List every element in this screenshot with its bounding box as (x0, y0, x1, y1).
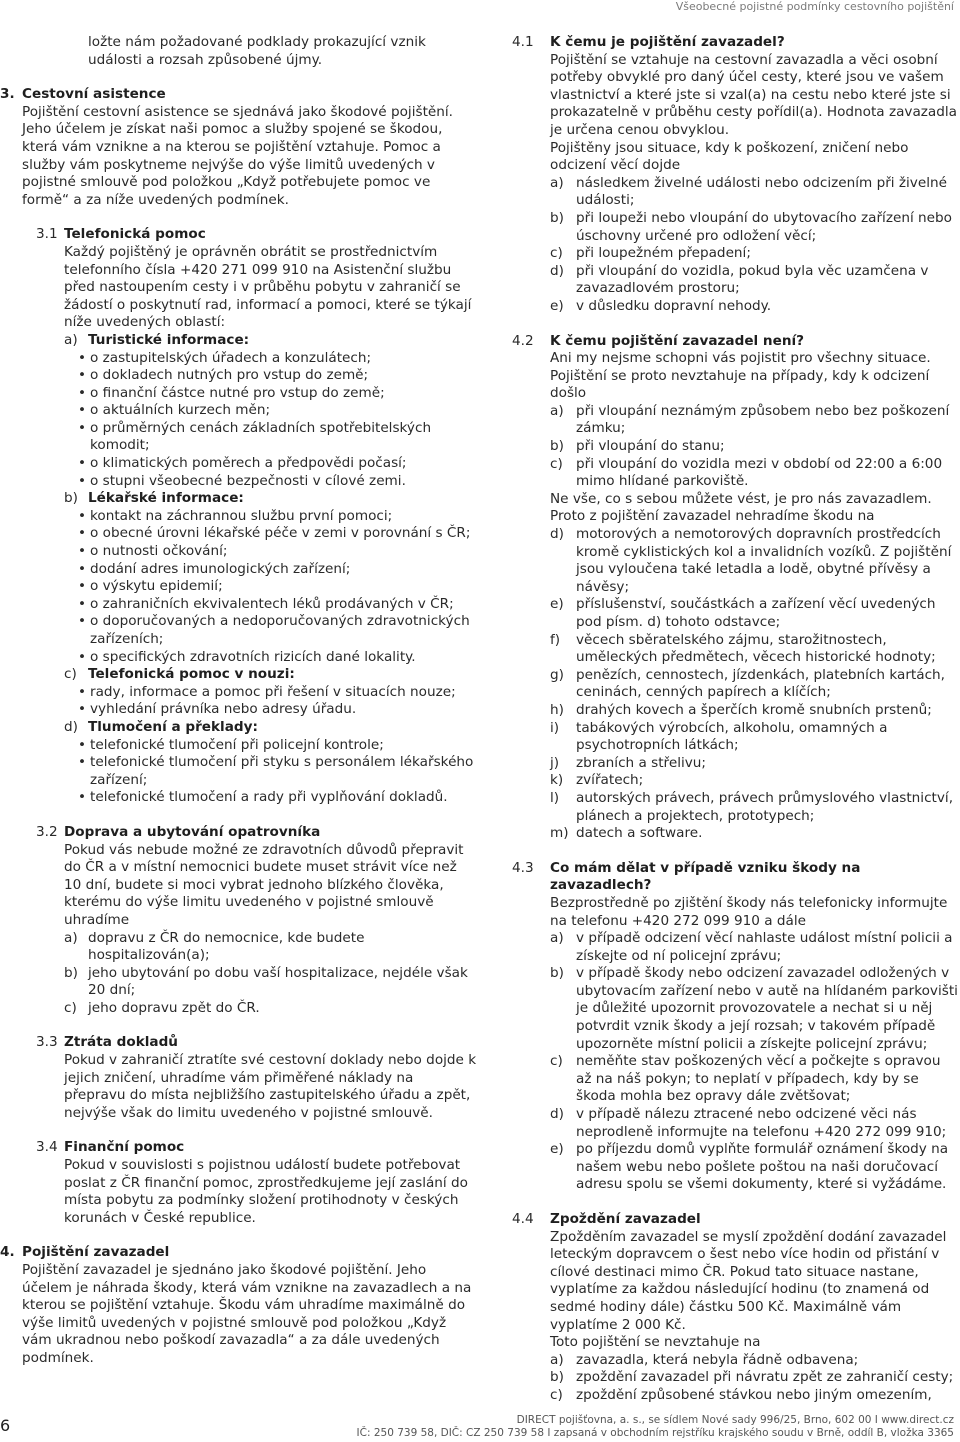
list-item: • kontakt na záchrannou službu první pomoci; (90, 508, 478, 526)
list-item: i) tabákových výrobcích, alkoholu, omamných a psychotropních látkách; (550, 719, 888, 754)
section-4-body: Pojištění zavazadel je sjednáno jako škodové pojištění. Jeho účelem je náhrada škody, která vám vznikne na zavazadlech a na kterou se pojištění vztahuje. Škodu vám uhradíme maximálně do výše limitů uvedených v pojistné smlouvě pod položkou „Když vám ukradnou nebo poškodí zavazadla“ a za dále uvedených podmínek. (22, 1262, 472, 1366)
running-header: Všeobecné pojistné podmínky cestovního pojištění (675, 0, 954, 13)
list-item: m) datech a software. (550, 825, 703, 842)
section-3-1 (0, 226, 478, 807)
footer-address: DIRECT pojišťovna, a. s., se sídlem Nové sady 996/25, Brno, 602 00 I www.direct.cz (516, 1414, 954, 1426)
section-4-2-body: Ani my nejsme schopni vás pojistit pro všechny situace. Pojištění se proto nevztahuje na případy, kdy k odcizení došlo (550, 350, 931, 402)
section-3-heading: 3. Cestovní asistence (0, 86, 166, 103)
list-item: • o nutnosti očkování; (90, 543, 478, 561)
section-4-2 (512, 333, 960, 843)
section-4-1 (512, 34, 960, 316)
list-item: • telefonické tlumočení při styku s personálem lékařského zařízení; (90, 754, 478, 789)
list-item: • o obecné úrovni lékařské péče v zemi v porovnání s ČR; (90, 525, 478, 543)
section-4-3 (512, 860, 960, 1194)
list-item: c) neměňte stav poškozených věcí a počkejte s opravou až na náš pokyn; to neplatí v případech, kdy by se škoda mohla bez opravy dále zvětšovat; (550, 1053, 941, 1105)
section-4-1-heading: 4.1 K čemu je pojištění zavazadel? (512, 34, 785, 50)
tourist-info-list (0, 350, 478, 491)
list-item: e) příslušenství, součástkách a zařízení věcí uvedených pod písm. d) tohoto odstavce; (550, 596, 936, 630)
section-3-2-body: Pokud vás nebude možné ze zdravotních důvodů přepravit do ČR a v místní nemocnici budete muset strávit více než 10 dní, budete si moci vybrat jednoho blízkého člověka, kterému do výše limitu uvedeného v pojistné smlouvě uhradíme (64, 841, 464, 928)
list-item: • telefonické tlumočení při policejní kontrole; (90, 737, 478, 755)
list-item: • vyhledání právníka nebo adresy úřadu. (90, 701, 478, 719)
section-4-4-body-2: Toto pojištění se nevztahuje na (550, 1334, 761, 1351)
list-item: k) zvířatech; (550, 772, 644, 789)
list-item: b) při loupeži nebo vloupání do ubytovacího zařízení nebo úschovny určené pro odložení věcí; (550, 209, 952, 244)
list-item: a) při vloupání neznámým způsobem nebo bez poškození zámku; (550, 402, 950, 437)
list-item: c) jeho dopravu zpět do ČR. (64, 999, 260, 1016)
section-3-3-body: Pokud v zahraničí ztratíte své cestovní doklady nebo dojde k jejich zničení, uhradíme vám přiměřené náklady na přepravu do místa nejbližšího zastupitelského úřadu a zpět, nejvýše však do limitu uvedeného v pojistné smlouvě. (64, 1052, 477, 1121)
list-item: • telefonické tlumočení a rady při vyplňování dokladů. (90, 789, 478, 807)
section-4-3-body: Bezprostředně po zjištění škody nás telefonicky informujte na telefonu +420 272 099 910 a dále (550, 894, 948, 929)
list-item: b) v případě škody nebo odcizení zavazadel odložených v ubytovacím zařízení nebo v autě na hlídaném parkovišti je důležité upozornit provozovatele a nechat si u něj potvrdit vznik škody a její rozsah; v takovém případě upozorněte místní policii a získejte policejní zprávu; (550, 965, 958, 1052)
section-4-3-heading: 4.3 Co mám dělat v případě vzniku škody na zavazadlech? (512, 859, 861, 894)
medical-info-heading: b) Lékařské informace: (64, 490, 244, 507)
list-item: b) jeho ubytování po dobu vaší hospitalizace, nejdéle však 20 dní; (64, 964, 468, 999)
section-3-3 (0, 1034, 478, 1122)
list-item: a) zavazadla, která nebyla řádně odbavena; (550, 1351, 859, 1368)
company-footer (357, 1414, 954, 1440)
section-3-2 (0, 824, 478, 1018)
list-item: • o výskytu epidemií; (90, 578, 478, 596)
section-3-3-heading: 3.3 Ztráta dokladů (36, 1034, 178, 1051)
list-item: • dodání adres imunologických zařízení; (90, 561, 478, 579)
list-item: d) v případě nálezu ztracené nebo odcizené věci nás neprodleně informujte na telefonu +420 272 099 910; (550, 1106, 947, 1140)
list-item: e) po příjezdu domů vyplňte formulář oznámení škody na našem webu nebo pošlete poštou na naši doručovací adresu spolu se všemi dokumenty, které si vyžádáme. (550, 1141, 949, 1193)
list-item: g) penězích, cennostech, jízdenkách, platebních kartách, ceninách, cenných papírech a klíčích; (550, 666, 945, 701)
emergency-help-heading: c) Telefonická pomoc v nouzi: (64, 666, 295, 683)
section-4-4-heading: 4.4 Zpoždění zavazadel (512, 1211, 701, 1227)
section-4-4-body: Zpožděním zavazadel se myslí zpoždění dodání zavazadel leteckým dopravcem o šest nebo více hodin od přistání v cílové destinaci mimo ČR. Pokud tato situace nastane, vyplatíme za každou následující hodinu (to znamená od sedmé hodiny dále) částku 500 Kč. Maximálně vám vyplatíme 2 000 Kč. (550, 1228, 947, 1333)
list-item: • o klimatických poměrech a předpovědi počasí; (90, 455, 478, 473)
section-4-2-heading: 4.2 K čemu pojištění zavazadel není? (512, 332, 805, 349)
translation-list (0, 737, 478, 807)
footer-registration: IČ: 250 739 58, DIČ: CZ 250 739 58 I zapsaná v obchodním rejstříku krajského soudu v Brně, oddíl B, vložka 3365 (356, 1427, 954, 1439)
section-3 (0, 86, 478, 209)
list-item: b) zpoždění zavazadel při návratu zpět ze zahraničí cesty; (550, 1369, 954, 1386)
section-3-4 (0, 1139, 478, 1227)
section-3-body: Pojištění cestovní asistence se sjednává jako škodové pojištění. Jeho účelem je získat naši pomoc a služby spojené se škodou, která vám vznikne a na kterou se pojištění vztahuje. Pomoc a služby vám poskytneme nejvýše do výše limitů uvedených v pojistné smlouvě pod položkou „Když potřebujete pomoc ve formě“ a za níže uvedených podmínek. (22, 103, 453, 208)
list-item: • o stupni všeobecné bezpečnosti v cílové zemi. (90, 473, 478, 491)
list-item: • o dokladech nutných pro vstup do země; (90, 367, 478, 385)
section-3-4-body: Pokud v souvislosti s pojistnou událostí budete potřebovat poslat z ČR finanční pomoc, zprostředkujeme její zaslání do místa pobytu za podmínky složení protihodnoty v českých korunách v České republice. (64, 1157, 468, 1226)
right-column (512, 34, 960, 1405)
list-item: • o doporučovaných a nedoporučovaných zdravotnických zařízeních; (90, 613, 478, 648)
list-item: h) drahých kovech a šperčích kromě snubních prstenů; (550, 701, 932, 718)
list-item: d) motorových a nemotorových dopravních prostředcích kromě cyklistických kol a invalidních vozíků. Z pojištění jsou vyloučena také letadla a lodě, obytné přívěsy a návěsy; (550, 526, 952, 595)
section-3-4-heading: 3.4 Finanční pomoc (36, 1139, 185, 1156)
list-item: • o specifických zdravotních rizicích dané lokality. (90, 649, 478, 667)
list-item: • o finanční částce nutné pro vstup do země; (90, 385, 478, 403)
section-3-1-body: Každý pojištěný je oprávněn obrátit se prostřednictvím telefonního čísla +420 271 099 910 na Asistenční službu před nastoupením cesty i v průběhu pobytu v zahraničí se žádostí o poskytnutí rad, informací a pomoci, které se týkají níže uvedených oblastí: (64, 243, 472, 331)
list-item: b) při vloupání do stanu; (550, 438, 725, 455)
section-4 (0, 1244, 478, 1367)
intro-paragraph: ložte nám požadované podklady prokazující vznik události a rozsah způsobené újmy. (88, 34, 426, 68)
left-column (0, 34, 478, 1368)
section-4-heading: 4. Pojištění zavazadel (0, 1244, 170, 1261)
section-4-2-body-2: Ne vše, co s sebou můžete vést, je pro nás zavazadlem. Proto z pojištění zavazadel nehradíme škodu na (550, 490, 932, 525)
tourist-info-heading: a) Turistické informace: (64, 331, 250, 348)
list-item: f) věcech sběratelského zájmu, starožitnostech, uměleckých předmětech, věcech historické hodnoty; (550, 631, 936, 666)
list-item: j) zbraních a střelivu; (550, 754, 706, 771)
list-item: • o průměrných cenách základních spotřebitelských komodit; (90, 420, 478, 455)
list-item: c) při loupežném přepadení; (550, 245, 751, 262)
list-item: c) při vloupání do vozidla mezi v období od 22:00 a 6:00 mimo hlídané parkoviště. (550, 455, 943, 490)
list-item: l) autorských právech, právech průmyslového vlastnictví, plánech a projektech, prototypech; (550, 789, 954, 824)
list-item: • o zastupitelských úřadech a konzulátech; (90, 350, 478, 368)
list-item: d) při vloupání do vozidla, pokud byla věc uzamčena v zavazadlovém prostoru; (550, 262, 929, 297)
list-item: a) následkem živelné události nebo odcizením při živelné události; (550, 174, 947, 209)
list-item: • o zahraničních ekvivalentech léků prodávaných v ČR; (90, 596, 478, 614)
list-item: a) v případě odcizení věcí nahlaste událost místní policii a získejte od ní policejní zprávu; (550, 930, 953, 964)
section-3-1-heading: 3.1 Telefonická pomoc (36, 226, 206, 243)
section-4-1-body: Pojištění se vztahuje na cestovní zavazadla a věci osobní potřeby obvyklé pro daný účel cesty, které jsou ve vašem vlastnictví a které jste si vzal(a) na cestu nebo které jste si prokazatelně v průběhu cesty pořídil(a). Hodnota zavazadla je určena cenou obvyklou. (550, 51, 957, 138)
section-4-1-body-2: Pojištěny jsou situace, kdy k poškození, zničení nebo odcizení věcí dojde (550, 139, 909, 174)
list-item: c) zpoždění způsobené stávkou nebo jiným omezením, (550, 1386, 932, 1403)
page-number: 6 (0, 1416, 11, 1435)
list-item: e) v důsledku dopravní nehody. (550, 297, 772, 314)
medical-info-list (0, 508, 478, 666)
section-4-4 (512, 1211, 960, 1405)
list-item: a) dopravu z ČR do nemocnice, kde budete hospitalizován(a); (64, 929, 365, 964)
section-3-2-heading: 3.2 Doprava a ubytování opatrovníka (36, 823, 321, 840)
translation-heading: d) Tlumočení a překlady: (64, 718, 258, 735)
list-item: • o aktuálních kurzech měn; (90, 402, 478, 420)
emergency-help-list (0, 684, 478, 719)
list-item: • rady, informace a pomoc při řešení v situacích nouze; (90, 684, 478, 702)
